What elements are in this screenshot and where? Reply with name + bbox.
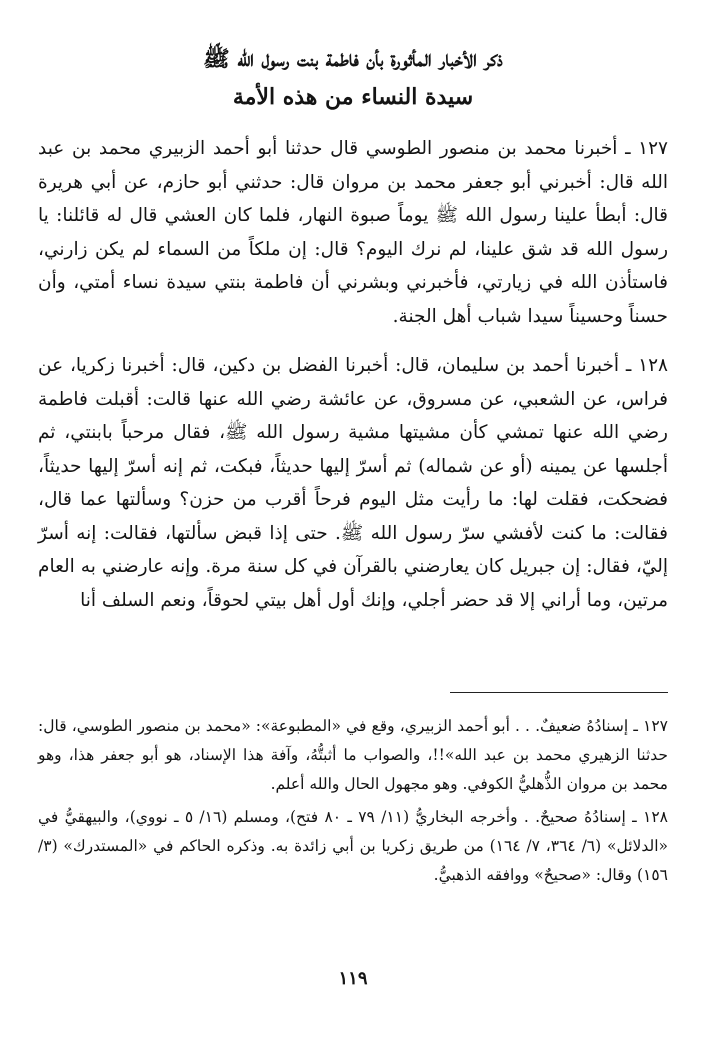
- book-page: [38, 40, 668, 1040]
- footnote-number: ١٢٧ ـ: [633, 717, 668, 735]
- footnotes: [38, 712, 668, 894]
- hadith-paragraph-128: [38, 349, 668, 617]
- hadith-number: ١٢٧ ـ: [625, 138, 668, 159]
- footnote-128: [38, 803, 668, 890]
- chapter-heading-line-1: ذكر الأخبار المأثورة بأن فاطمة بنت رسول الله ﷺ: [203, 46, 503, 72]
- hadith-text: أخبرنا محمد بن منصور الطوسي قال حدثنا أبو أحمد الزبيري محمد بن عبد الله قال: أخبرني أبو جعفر محمد بن مروان قال: حدثني أبو حازم، عن أبي هريرة قال: أبطأ علينا رسول الله ﷺ يوماً صبوة النهار، فلما كان العشي قال له قائلنا: يا رسول الله قد شق علينا، لم نرك اليوم؟ قال: إن ملكاً من السماء لم يكن زارني، فاستأذن الله في زيارتي، فأخبرني وبشرني أن فاطمة بنتي سيدة نساء أمتي، وأن حسناً وحسيناً سيدا شباب أهل الجنة.: [38, 138, 668, 327]
- footnote-text: إسنادُهُ ضعيفٌ. . . أبو أحمد الزبيري، وقع في «المطبوعة»: «محمد بن منصور الطوسي، قال: حدثنا الزهيري محمد بن عبد الله»!!، والصواب ما أثبتُّهُ، وآفة هذا الإسناد، هو أبو جعفر هذا، وهو محمد بن مروان الذُّهليُّ الكوفي. وهو مجهول الحال والله أعلم.: [38, 717, 668, 793]
- footnote-text: إسنادُهُ صحيحٌ. . وأخرجه البخاريُّ (١١/ ٧٩ ـ ٨٠ فتح)، ومسلم (١٦/ ٥ ـ نووي)، والبيهقيُّ في «الدلائل» (٦/ ٣٦٤، ٧/ ١٦٤) من طريق زكريا بن أبي زائدة به. وذكره الحاكم في «المستدرك» (٣/ ١٥٦) وقال: «صحيحٌ» ووافقه الذهبيُّ.: [38, 808, 668, 884]
- hadith-number: ١٢٨ ـ: [625, 355, 668, 376]
- hadith-paragraph-127: [38, 132, 668, 333]
- page-number: ١١٩: [338, 968, 368, 989]
- footnote-divider: [450, 692, 668, 693]
- footnote-127: [38, 712, 668, 799]
- footnote-number: ١٢٨ ـ: [632, 808, 668, 826]
- chapter-heading-line-2: سيدة النساء من هذه الأمة: [232, 84, 474, 110]
- hadith-text: أخبرنا أحمد بن سليمان، قال: أخبرنا الفضل بن دكين، قال: أخبرنا زكريا، عن فراس، عن الشعبي، عن مسروق، عن عائشة رضي الله عنها قالت: أقبلت فاطمة رضي الله عنها تمشي كأن مشيتها مشية رسول الله ﷺ، فقال مرحباً بابنتي، ثم أجلسها عن يمينه (أو عن شماله) ثم أسرّ إليها حديثاً، فبكت، ثم إنه أسرّ إليها حديثاً، فضحكت، فقلت لها: ما رأيت مثل اليوم فرحاً أقرب من حزن؟ وسألتها عما قال، فقالت: ما كنت لأفشي سرّ رسول الله ﷺ. حتى إذا قبض سألتها، فقالت: إنه أسرّ إليّ، فقال: إن جبريل كان يعارضني بالقرآن في كل سنة مرة. وإنه عارضني به العام مرتين، وما أراني إلا قد حضر أجلي، وإنك أول أهل بيتي لحوقاً، ونعم السلف أنا: [38, 355, 668, 611]
